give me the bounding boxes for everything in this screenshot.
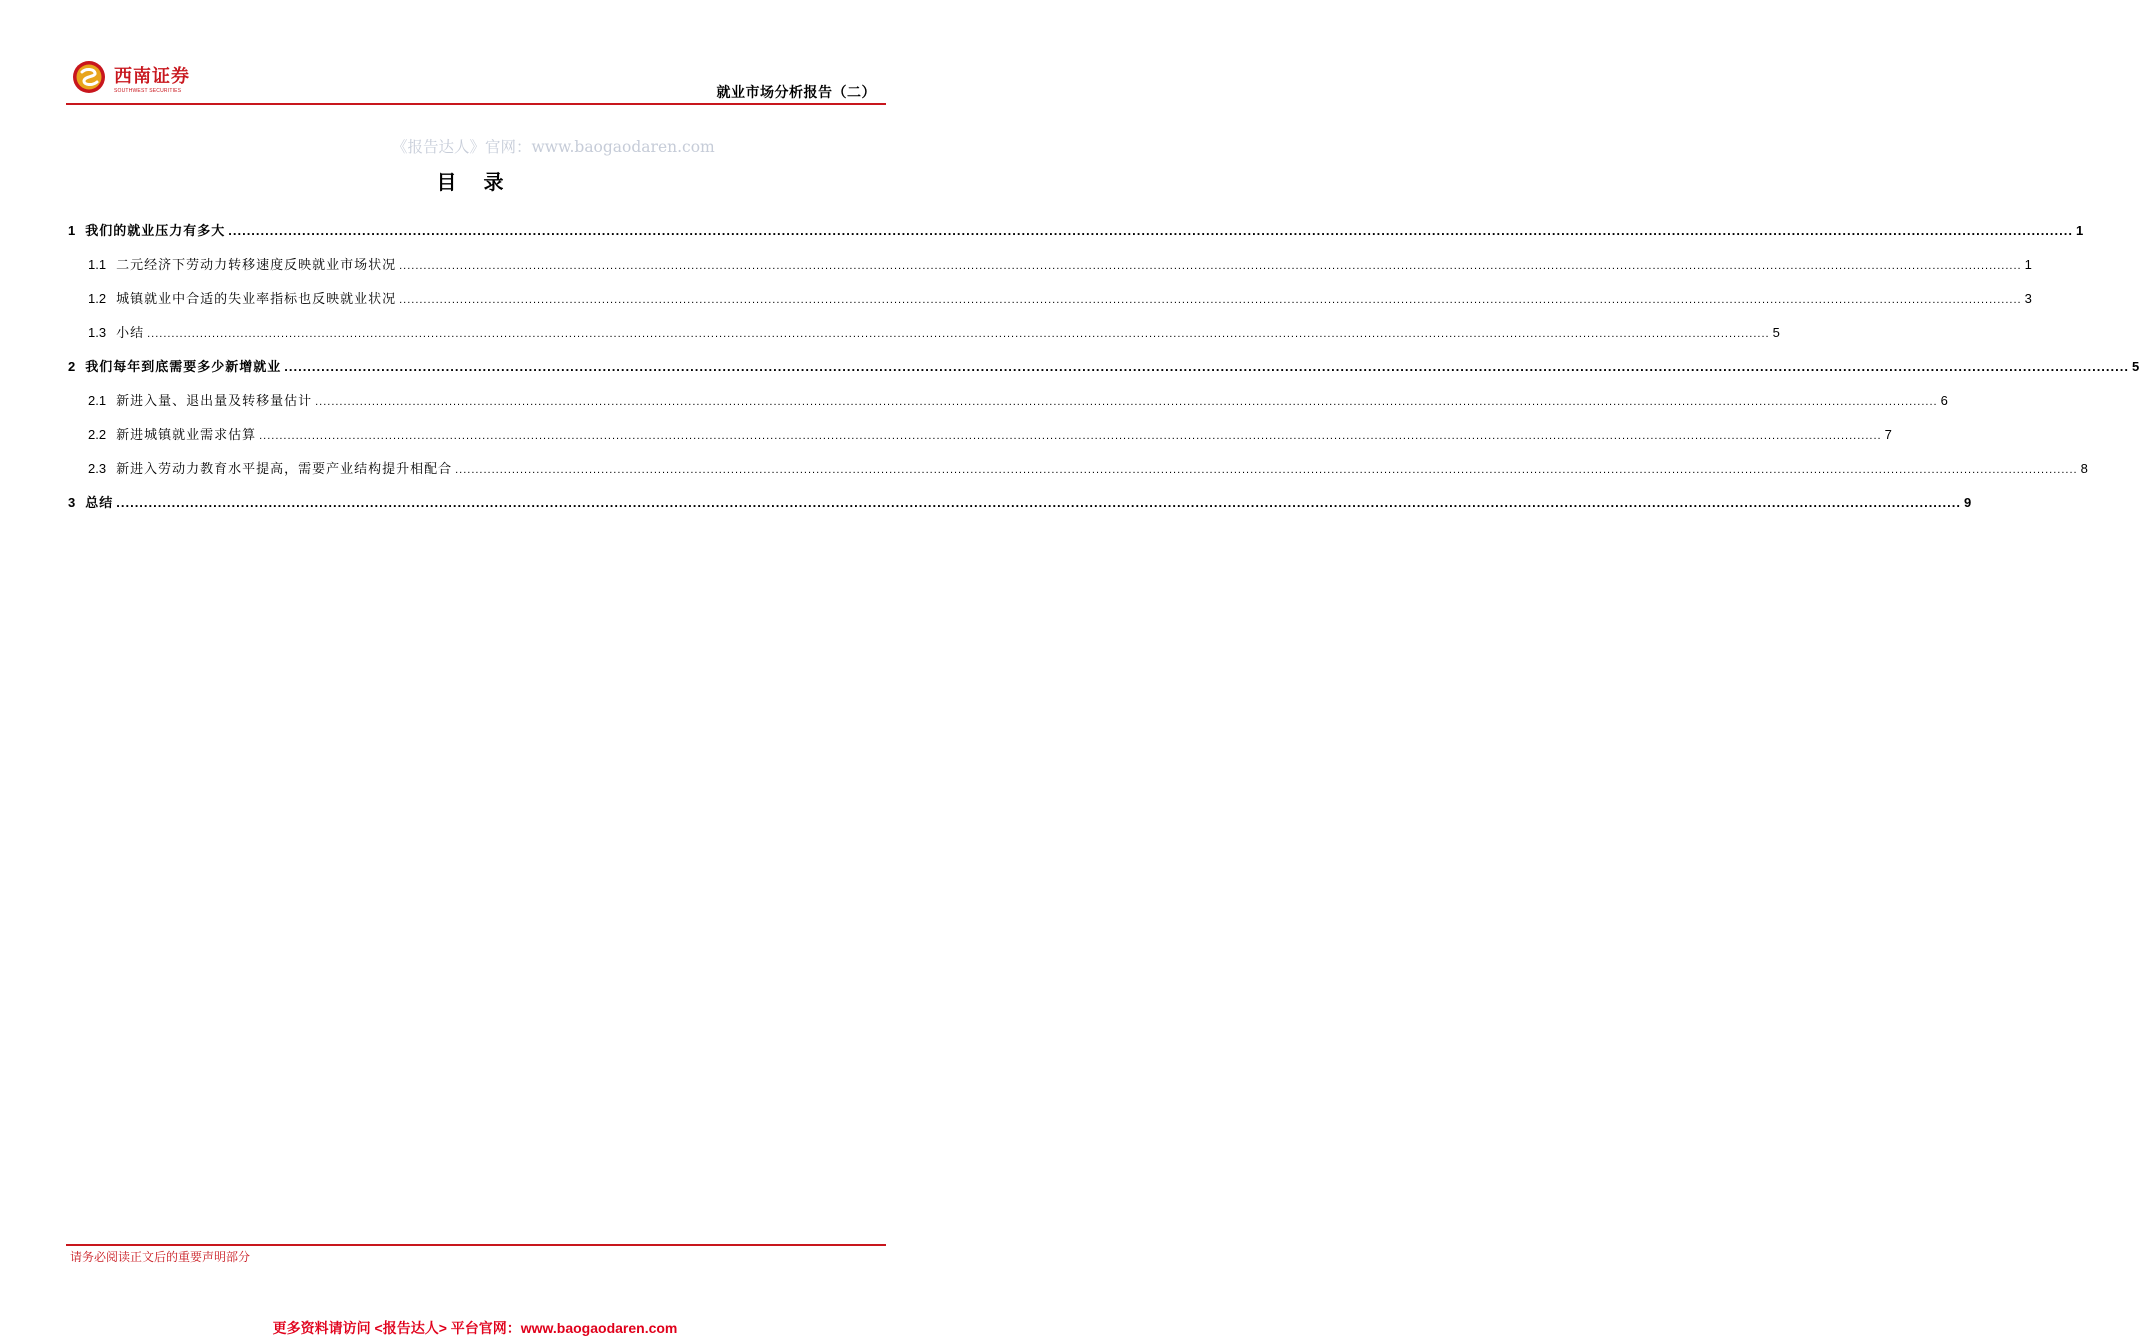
- toc-entry-page: 9: [1963, 495, 1972, 510]
- toc-entry[interactable]: [68, 220, 2084, 254]
- toc-entry-label: 小结: [116, 326, 145, 341]
- toc-entry-page: 8: [2080, 461, 2088, 476]
- toc-entry-number: 1.2: [88, 291, 107, 306]
- toc-entry-label: 我们的就业压力有多大: [85, 224, 226, 239]
- toc-dot-leader: ................................................................................................................................................................................................................................................................................................................................................................................................................: [455, 464, 2078, 476]
- logo-english-text: SOUTHWEST SECURITIES: [114, 88, 182, 94]
- toc-entry-label: 新进城镇就业需求估算: [116, 428, 257, 443]
- toc-dot-leader: ................................................................................................................................................................................................................................................................................................................................................................................................................: [399, 294, 2022, 306]
- footer-promo-link[interactable]: 更多资料请访问 <报告达人> 平台官网：www.baogaodaren.com: [272, 1320, 678, 1336]
- toc-entry-number: 1: [68, 223, 76, 238]
- toc-entry-page: 5: [1772, 325, 1780, 340]
- toc-entry-page: 1: [2024, 257, 2032, 272]
- toc-entry-label: 新进入量、退出量及转移量估计: [116, 394, 313, 409]
- toc-entry-label: 二元经济下劳动力转移速度反映就业市场状况: [116, 258, 397, 273]
- toc-heading: 目 录: [436, 170, 514, 194]
- toc-entry[interactable]: [68, 322, 1780, 356]
- footer-disclaimer-note: 请务必阅读正文后的重要声明部分: [70, 1250, 251, 1264]
- toc-entry-number: 2.1: [88, 393, 107, 408]
- toc-entry[interactable]: [68, 254, 2032, 288]
- toc-entry-page: 5: [2131, 359, 2139, 374]
- toc-entry-number: 2: [68, 359, 76, 374]
- watermark-text: 《报告达人》官网：www.baogaodaren.com: [392, 138, 715, 156]
- toc-entry-page: 1: [2075, 223, 2084, 238]
- toc-entry[interactable]: [68, 288, 2032, 322]
- toc-entry-number: 2.3: [88, 461, 107, 476]
- footer-divider: [66, 1244, 886, 1246]
- toc-dot-leader: ................................................................................................................................................................................................................................................................................................................................................................................................................: [147, 328, 1770, 340]
- header-divider: [66, 103, 886, 105]
- logo-chinese-text: 西南证券: [114, 66, 190, 87]
- toc-dot-leader: ................................................................................................................................................................................................................................................................................................................................................................................................................: [228, 223, 2073, 238]
- company-logo: [66, 58, 196, 100]
- toc-dot-leader: ................................................................................................................................................................................................................................................................................................................................................................................................................: [399, 260, 2022, 272]
- toc-dot-leader: ................................................................................................................................................................................................................................................................................................................................................................................................................: [116, 495, 1961, 510]
- toc-dot-leader: ................................................................................................................................................................................................................................................................................................................................................................................................................: [315, 396, 1938, 408]
- report-title: 就业市场分析报告（二）: [716, 85, 876, 101]
- toc-entry-page: 3: [2024, 291, 2032, 306]
- toc-entry[interactable]: [68, 458, 2088, 492]
- toc-entry-number: 3: [68, 495, 76, 510]
- toc-dot-leader: ................................................................................................................................................................................................................................................................................................................................................................................................................: [284, 359, 2129, 374]
- table-of-contents: [68, 220, 2139, 526]
- toc-entry[interactable]: [68, 424, 1892, 458]
- toc-entry-label: 新进入劳动力教育水平提高，需要产业结构提升相配合: [116, 462, 453, 477]
- toc-entry-page: 7: [1884, 427, 1892, 442]
- toc-entry-number: 2.2: [88, 427, 107, 442]
- toc-dot-leader: ................................................................................................................................................................................................................................................................................................................................................................................................................: [259, 430, 1882, 442]
- toc-entry-number: 1.3: [88, 325, 107, 340]
- toc-entry-label: 总结: [85, 496, 114, 511]
- toc-entry[interactable]: [68, 356, 2139, 390]
- toc-entry-number: 1.1: [88, 257, 107, 272]
- toc-entry-label: 我们每年到底需要多少新增就业: [85, 360, 282, 375]
- page-header: [66, 54, 886, 106]
- toc-entry-label: 城镇就业中合适的失业率指标也反映就业状况: [116, 292, 397, 307]
- toc-entry[interactable]: [68, 492, 1972, 526]
- toc-entry[interactable]: [68, 390, 1948, 424]
- toc-entry-page: 6: [1940, 393, 1948, 408]
- logo-emblem-icon: [72, 60, 106, 94]
